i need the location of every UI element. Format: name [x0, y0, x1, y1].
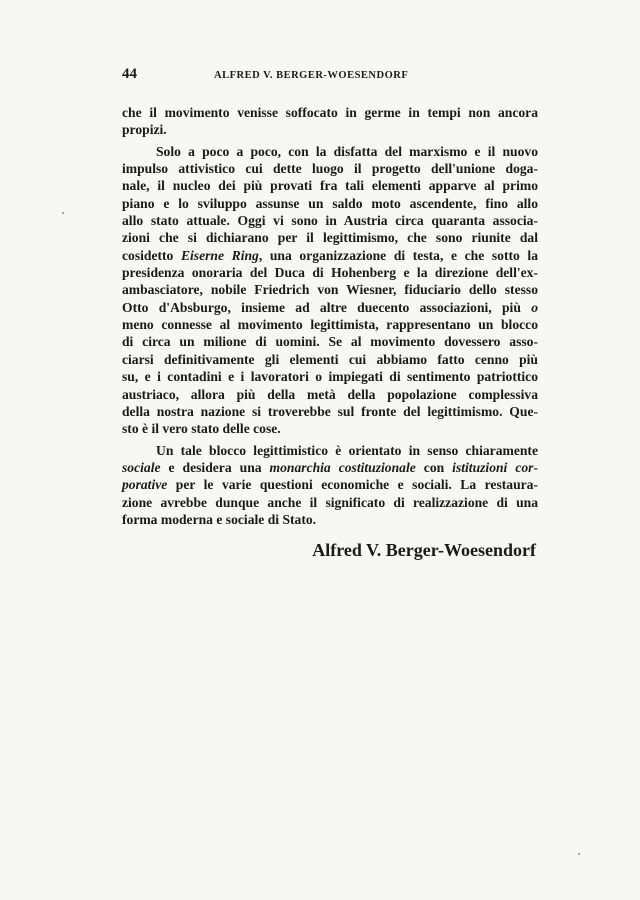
running-head: ALFRED V. BERGER-WOESENDORF: [214, 70, 409, 81]
text-line: sto è il vero stato delle cose.: [122, 421, 281, 437]
text-line: zione avrebbe dunque anche il significato di realizzazione di una: [122, 494, 538, 510]
italic-text: monarchia costituzionale: [269, 459, 416, 475]
text-line: meno connesse al movimento legittimista, rappresentano un blocco: [122, 317, 538, 333]
text-line: forma moderna e sociale di Stato.: [122, 511, 317, 527]
page-number: 44: [122, 66, 137, 82]
italic-text: porative: [122, 477, 168, 493]
text-segment: cosidetto: [122, 247, 181, 263]
text-line: della nostra nazione si troverebbe sul fronte del legittimismo. Que-: [122, 403, 538, 419]
paper-speck: [62, 212, 64, 214]
text-line: [122, 299, 538, 316]
text-segment: e desidera una: [160, 459, 270, 475]
italic-text: sociale: [122, 459, 161, 475]
text-segment: con: [415, 459, 453, 475]
text-line: piano e lo sviluppo assunse un saldo moto ascendente, fino allo: [122, 195, 538, 211]
text-line: ciarsi definitivamente gli elementi cui abbiamo fatto cenno più: [122, 351, 538, 367]
body-text: [122, 104, 538, 528]
page-header: [122, 66, 542, 88]
text-line: di circa un milione di uomini. Se al movimento dovessero asso-: [122, 334, 538, 350]
text-line: su, e i contadini e i lavoratori o impiegati di sentimento patriottico: [122, 369, 538, 385]
italic-text: o: [531, 299, 538, 315]
text-line: che il movimento venisse soffocato in germe in tempi non ancora: [122, 105, 538, 120]
text-line: nale, il nucleo dei più provati fra tali elementi apparve al primo: [122, 178, 538, 194]
italic-text: Eiserne Ring: [180, 247, 259, 263]
text-line: Un tale blocco legittimistico è orientato in senso chiaramente: [156, 442, 538, 458]
author-signature: Alfred V. Berger-Woesendorf: [312, 540, 536, 560]
text-line: zioni che si dichiarano per il legittimismo, che sono riunite dal: [122, 230, 538, 246]
text-line: Solo a poco a poco, con la disfatta del marxismo e il nuovo: [156, 143, 538, 159]
text-line: [122, 476, 538, 493]
paper-speck: [578, 853, 580, 855]
text-line: austriaco, allora più della metà della popolazione complessiva: [122, 386, 538, 402]
text-line: presidenza onoraria del Duca di Hohenberg e la direzione dell'ex-: [122, 265, 538, 281]
text-line: impulso attivistico cui dette luogo il progetto dell'unione doga-: [122, 161, 538, 177]
text-segment: Otto d'Absburgo, insieme ad altre duecento associazioni, più: [122, 299, 532, 315]
text-segment: , una organizzazione di testa, e che sotto la: [258, 247, 538, 263]
text-line: [122, 247, 538, 264]
text-line: ambasciatore, nobile Friedrich von Wiesner, fiduciario dello stesso: [122, 282, 538, 298]
text-line: [122, 459, 538, 476]
text-line: allo stato attuale. Oggi vi sono in Austria circa quaranta associa-: [122, 213, 538, 229]
italic-text: istituzioni cor-: [452, 459, 538, 475]
text-line: propizi.: [122, 122, 167, 138]
text-segment: per le varie questioni economiche e sociali. La restaura-: [167, 477, 538, 493]
